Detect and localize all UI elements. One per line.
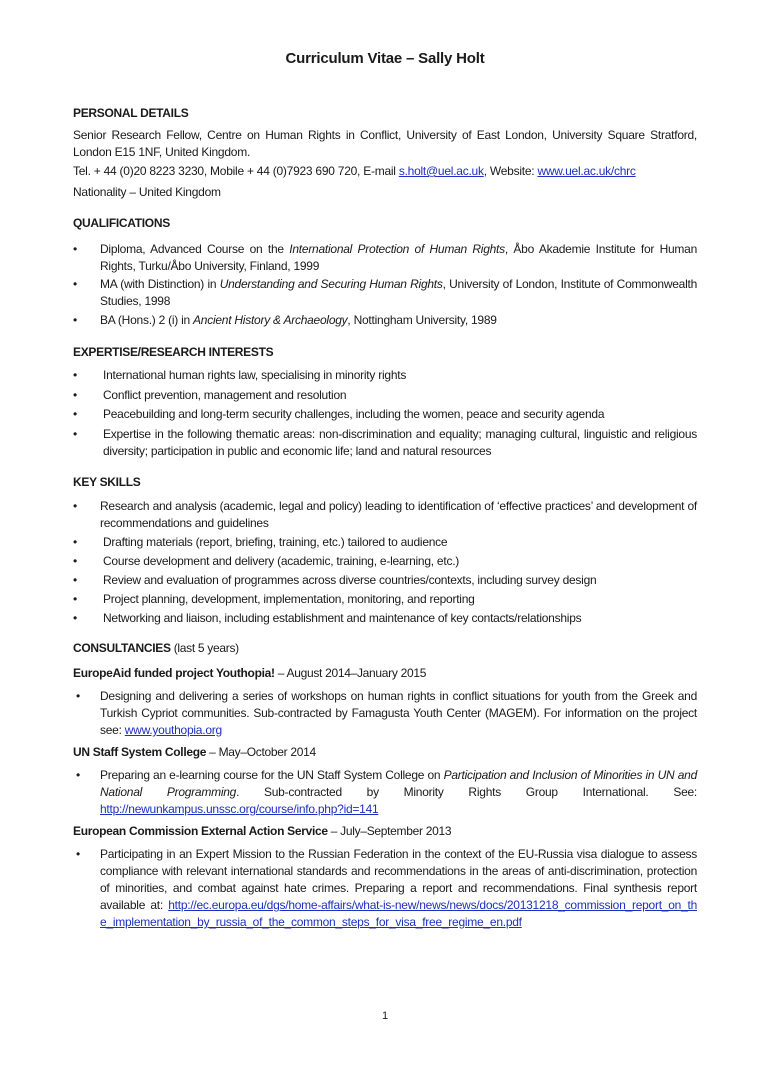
page-number: 1 [381, 1010, 389, 1022]
job-dates: – May–October 2014 [206, 745, 316, 759]
nationality: Nationality – United Kingdom [73, 185, 221, 199]
job-heading [73, 666, 426, 680]
bullet-icon: • [76, 689, 80, 703]
expertise-text: Peacebuilding and long-term security challenges, including the women, peace and security agenda [103, 407, 605, 421]
website-link[interactable]: www.uel.ac.uk/chrc [537, 164, 636, 178]
bullet-icon: • [73, 427, 77, 441]
course-title: Participation and Inclusion of Minorities in UN and National Programming [100, 768, 697, 799]
qual-text: MA (with Distinction) in [100, 277, 220, 291]
job-text: Preparing an e-learning course for the UN Staff System College on [100, 768, 444, 782]
job-org: UN Staff System College [73, 745, 207, 759]
expertise-text: International human rights law, specialising in minority rights [103, 368, 407, 382]
bullet-icon: • [73, 535, 77, 549]
job-heading [73, 745, 316, 759]
expertise-item [73, 367, 697, 384]
personal-details-heading: PERSONAL DETAILS [73, 106, 189, 120]
qualification-item [73, 276, 697, 310]
skill-text: Review and evaluation of programmes across diverse countries/contexts, including survey design [103, 573, 597, 587]
qualification-item [73, 312, 697, 329]
qual-text: , Åbo Akademie Institute for Human Rights, Turku/Åbo University, Finland, 1999 [100, 242, 697, 273]
job-org: European Commission External Action Service [73, 824, 328, 838]
expertise-text: Expertise in the following thematic areas: non-discrimination and equality; managing cultural, linguistic and religious diversity; participation in public and economic life; land and natural resources [103, 427, 697, 458]
bullet-icon: • [73, 499, 77, 513]
job-item [73, 767, 697, 818]
consultancies-heading [73, 641, 239, 655]
job-item [73, 688, 697, 739]
qual-text: , Nottingham University, 1989 [347, 313, 497, 327]
page-title: Curriculum Vitae – Sally Holt [285, 50, 485, 67]
bullet-icon: • [73, 277, 77, 291]
bullet-icon: • [73, 388, 77, 402]
skill-text: Networking and liaison, including establishment and maintenance of key contacts/relationships [103, 611, 582, 625]
bullet-icon: • [76, 768, 80, 782]
unssc-course-link[interactable]: http://newunkampus.unssc.org/course/info.php?id=141 [100, 802, 379, 816]
email-link[interactable]: s.holt@uel.ac.uk [398, 164, 484, 178]
expertise-text: Conflict prevention, management and resolution [103, 388, 347, 402]
qual-subject: Understanding and Securing Human Rights [219, 277, 443, 291]
youthopia-link[interactable]: www.youthopia.org [124, 723, 222, 737]
job-text: Participating in an Expert Mission to the Russian Federation in the context of the EU-Russia visa dialogue to assess compliance with relevant international standards and recommendations in the areas of anti-discrimination, protection of minorities, and combat against hate crimes. Preparing a report and recommendations. Final synthesis report available at: [100, 847, 697, 912]
consultancies-note: (last 5 years) [170, 641, 239, 655]
qual-text: , University of London, Institute of Commonwealth Studies, 1998 [100, 277, 698, 308]
job-heading [73, 824, 451, 838]
qualification-item [73, 241, 697, 275]
bullet-icon: • [73, 407, 77, 421]
job-item [73, 846, 697, 931]
bullet-icon: • [73, 368, 77, 382]
website-label: , Website: [483, 164, 538, 178]
job-dates: – August 2014–January 2015 [274, 666, 427, 680]
job-org: EuropeAid funded project Youthopia! [73, 666, 275, 680]
bullet-icon: • [73, 611, 77, 625]
contact-phones: Tel. + 44 (0)20 8223 3230, Mobile + 44 (0)7923 690 720, E-mail [73, 164, 399, 178]
skill-text: Research and analysis (academic, legal and policy) leading to identification of ‘effective practices’ and development of recommendations and guidelines [100, 499, 697, 530]
bullet-icon: • [73, 554, 77, 568]
skill-item [73, 610, 697, 627]
qual-subject: Ancient History & Archaeology [193, 313, 348, 327]
skill-text: Drafting materials (report, briefing, training, etc.) tailored to audience [103, 535, 448, 549]
expertise-heading: EXPERTISE/RESEARCH INTERESTS [73, 345, 274, 359]
skill-item [73, 534, 697, 551]
bullet-icon: • [73, 242, 77, 256]
expertise-item [73, 426, 697, 460]
contact-line [73, 164, 636, 178]
expertise-item [73, 387, 697, 404]
position-text: Senior Research Fellow, Centre on Human Rights in Conflict, University of East London, University Square Stratford, London E15 1NF, United Kingdom. [73, 128, 697, 159]
bullet-icon: • [73, 592, 77, 606]
skill-item [73, 553, 697, 570]
job-text: Designing and delivering a series of workshops on human rights in conflict situations for youth from the Greek and Turkish Cypriot communities. Sub-contracted by Famagusta Youth Center (MAGEM). For information on the project see: [100, 689, 697, 737]
skill-text: Course development and delivery (academic, training, e-learning, etc.) [103, 554, 460, 568]
ec-report-link[interactable]: http://ec.europa.eu/dgs/home-affairs/what-is-new/news/news/docs/20131218_commission_report_on_the_implementation_by_russia_of_the_common_steps_for_visa_free_regime_en.pdf [100, 898, 697, 929]
bullet-icon: • [73, 573, 77, 587]
key-skills-heading: KEY SKILLS [73, 475, 141, 489]
expertise-item [73, 406, 697, 423]
skill-text: Project planning, development, implementation, monitoring, and reporting [103, 592, 475, 606]
qual-text: BA (Hons.) 2 (i) in [100, 313, 194, 327]
qualifications-heading: QUALIFICATIONS [73, 216, 170, 230]
skill-item [73, 572, 697, 589]
bullet-icon: • [76, 847, 80, 861]
qual-text: Diploma, Advanced Course on the [100, 242, 290, 256]
consultancies-title: CONSULTANCIES [73, 641, 171, 655]
job-text: . Sub-contracted by Minority Rights Group International. See: [236, 785, 697, 799]
skill-item [73, 591, 697, 608]
job-dates: – July–September 2013 [327, 824, 452, 838]
qual-subject: International Protection of Human Rights [289, 242, 505, 256]
skill-item [73, 498, 697, 532]
bullet-icon: • [73, 313, 77, 327]
